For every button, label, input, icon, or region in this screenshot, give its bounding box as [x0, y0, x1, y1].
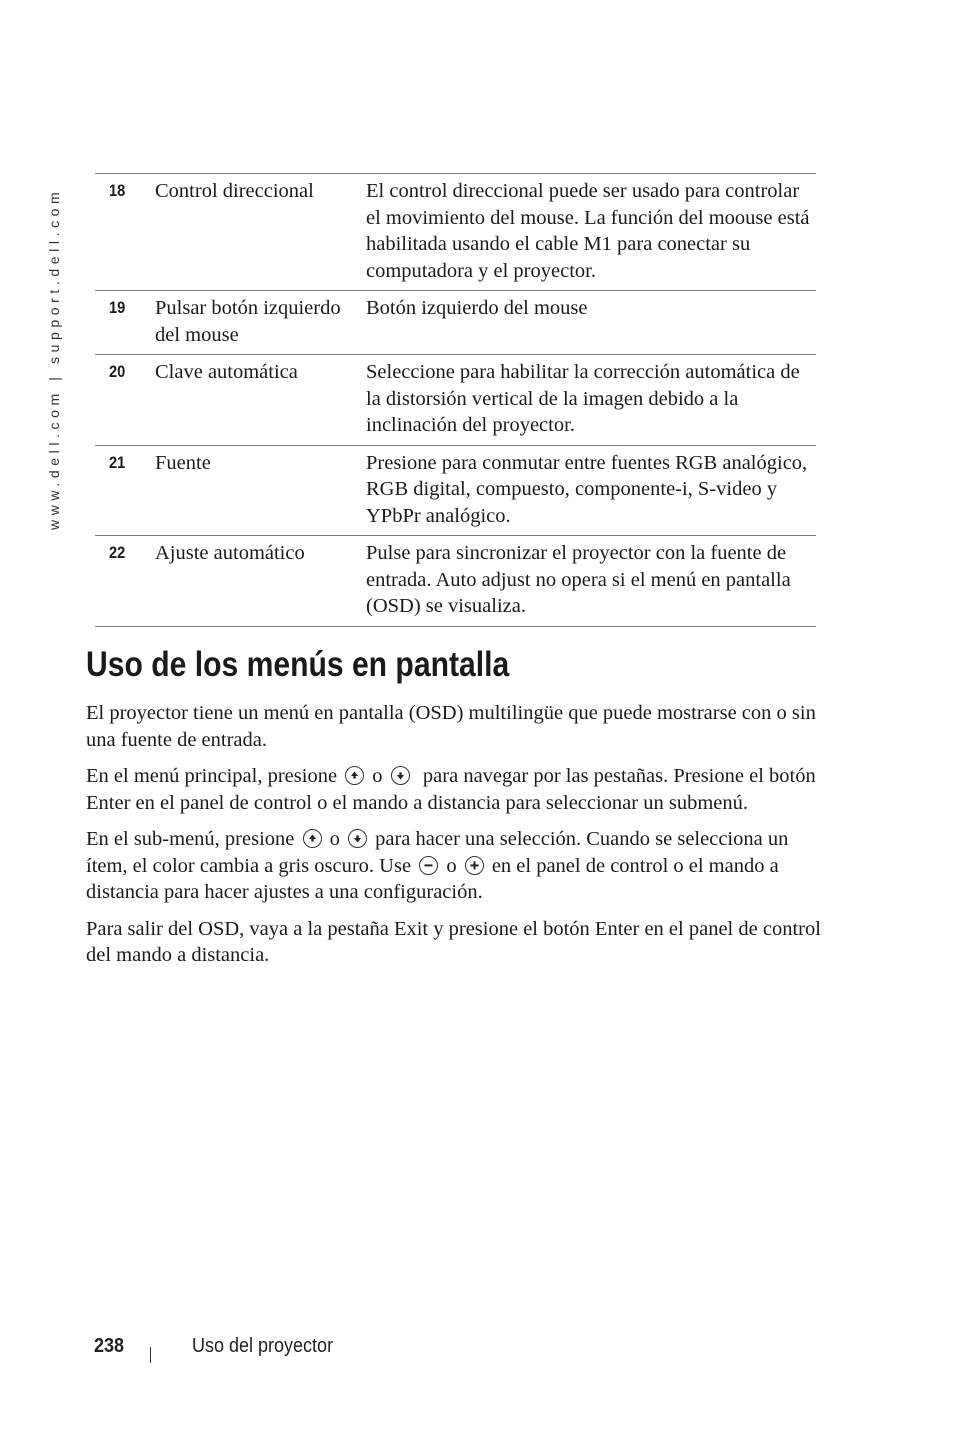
- paragraph-main-menu: [86, 763, 826, 816]
- spec-table: [95, 173, 816, 627]
- row-name: Ajuste automático: [155, 542, 305, 564]
- minus-button-icon: [419, 856, 438, 875]
- text: En el sub-menú, presione: [86, 828, 295, 850]
- text: o: [329, 828, 340, 850]
- table-row: [95, 174, 816, 291]
- text: o: [372, 765, 383, 787]
- text: En el menú principal, presione: [86, 765, 338, 787]
- plus-button-icon: [465, 856, 484, 875]
- row-number: 21: [109, 452, 126, 472]
- up-arrow-button-icon: [303, 829, 322, 848]
- row-number: 19: [109, 298, 126, 317]
- row-description: Botón izquierdo del mouse: [366, 297, 588, 319]
- row-name: Clave automática: [155, 361, 298, 383]
- row-description: Presione para conmutar entre fuentes RGB analógico, RGB digital, compuesto, componente-i, S-video y YPbPr analógico.: [366, 451, 808, 527]
- side-url: www.dell.com | support.dell.com: [46, 187, 62, 530]
- down-arrow-button-icon: [348, 829, 367, 848]
- table-row: [95, 291, 816, 355]
- section-heading: Uso de los menús en pantalla: [86, 645, 510, 684]
- row-name: Pulsar botón izquierdo del mouse: [155, 297, 341, 346]
- row-description: El control direccional puede ser usado para controlar el movimiento del mouse. La función del moouse está habilitada usando el cable M1 para conectar su computadora y el proyector.: [366, 180, 810, 282]
- row-number: 22: [109, 543, 126, 562]
- footer-divider: [150, 1347, 151, 1363]
- text: para navegar por las pestañas. Presione el botón Enter en el panel de control o el mando a distancia para seleccionar un submenú.: [86, 765, 816, 814]
- row-name: Fuente: [155, 451, 211, 474]
- row-number: 20: [109, 362, 126, 381]
- paragraph-sub-menu: [86, 826, 826, 906]
- row-number: 18: [109, 181, 126, 200]
- text: o: [446, 854, 457, 877]
- text: para hacer una selección. Cuando se selecciona un ítem, el color cambia a gris oscuro. Use: [86, 828, 789, 877]
- down-arrow-button-icon: [391, 766, 410, 785]
- footer-title: Uso del proyector: [192, 1335, 334, 1357]
- table-row: [95, 445, 816, 536]
- row-description: Seleccione para habilitar la corrección automática de la distorsión vertical de la imagen debido a la inclinación del proyector.: [366, 361, 800, 436]
- text: en el panel de control o el mando a distancia para hacer ajustes a una configuración.: [86, 854, 779, 903]
- table-row: [95, 355, 816, 446]
- paragraph-exit: Para salir del OSD, vaya a la pestaña Exit y presione el botón Enter en el panel de control del mando a distancia.: [86, 917, 821, 966]
- paragraph-intro: El proyector tiene un menú en pantalla (OSD) multilingüe que puede mostrarse con o sin una fuente de entrada.: [86, 702, 816, 751]
- table-row: [95, 536, 816, 627]
- page-number: 238: [94, 1335, 125, 1357]
- up-arrow-button-icon: [345, 766, 364, 785]
- row-description: Pulse para sincronizar el proyector con la fuente de entrada. Auto adjust no opera si el menú en pantalla (OSD) se visualiza.: [366, 542, 791, 617]
- section-body: [86, 700, 826, 979]
- row-name: Control direccional: [155, 180, 314, 202]
